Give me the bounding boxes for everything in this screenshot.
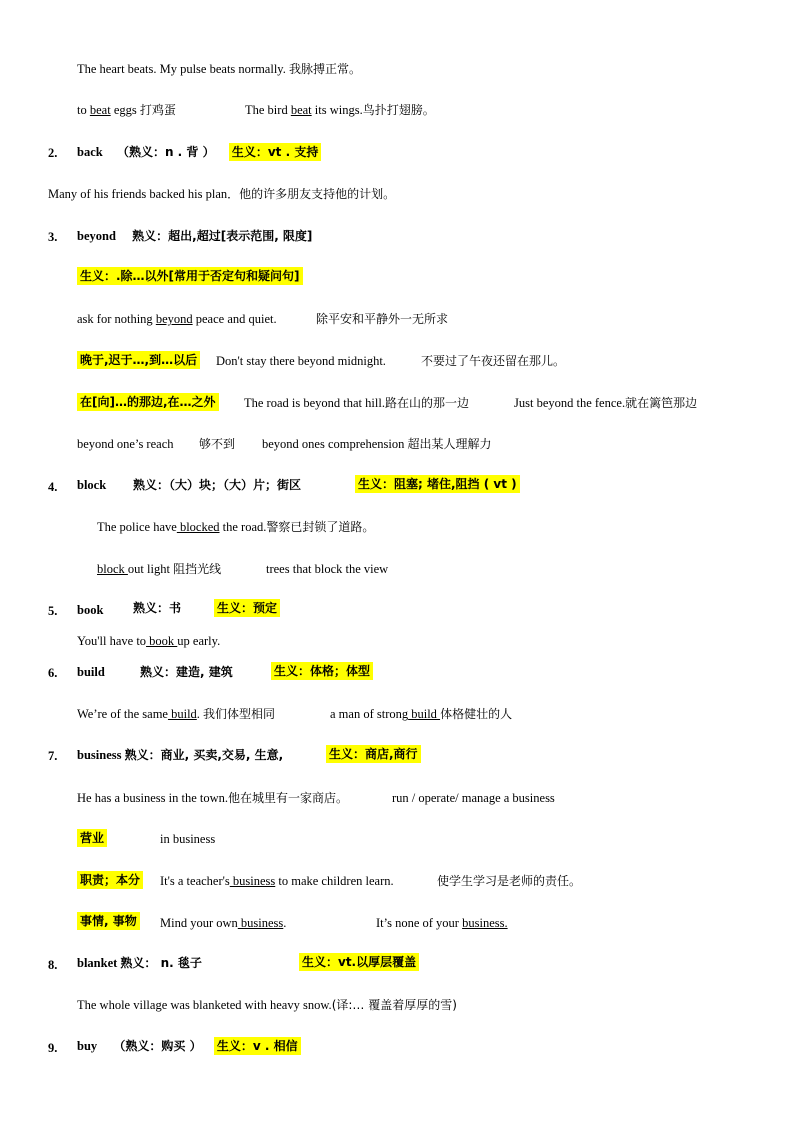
entry-number: 6.	[48, 666, 58, 680]
example-en: It’s none of your	[376, 916, 463, 930]
entry-header	[77, 143, 321, 161]
common-meaning: 熟义：书	[133, 601, 182, 615]
example-zh: 超出某人理解力	[407, 437, 492, 451]
example-zh: 我们体型相同	[203, 707, 276, 721]
example-en: Many of his friends backed his plan	[48, 187, 228, 201]
entry-number: 8.	[48, 958, 58, 972]
new-meaning-line	[326, 745, 421, 763]
new-meaning-highlight: 生义：v . 相信	[214, 1037, 301, 1055]
headword: buy	[77, 1039, 98, 1053]
underlined-word: build	[167, 707, 197, 721]
example-en: peace and quiet.	[192, 312, 277, 326]
new-meaning-line	[77, 267, 303, 285]
entry-number: 5.	[48, 604, 58, 618]
example-zh: 鸟扑打翅膀。	[362, 103, 435, 117]
new-meaning-line	[77, 393, 219, 411]
new-meaning-highlight: 在[向]…的那边,在…之外	[77, 393, 219, 411]
underlined-word: blocked	[176, 520, 220, 534]
example-line	[262, 435, 491, 453]
new-meaning-highlight: 晚于,迟于…,到…以后	[77, 351, 200, 369]
example-en: run / operate/ manage a business	[392, 791, 555, 805]
example-en: We’re of the same	[77, 707, 168, 721]
new-meaning-highlight: 生义：预定	[214, 599, 280, 617]
entry-header	[77, 954, 202, 972]
headword: book	[77, 603, 104, 617]
new-meaning-highlight: 事情, 事物	[77, 912, 140, 930]
example-line	[514, 394, 697, 412]
common-meaning: （熟义：n . 背 ）	[116, 145, 215, 159]
example-en: Just beyond the fence.	[514, 396, 626, 410]
example-line	[77, 310, 277, 328]
headword: build	[77, 665, 105, 679]
new-meaning-line	[77, 829, 107, 847]
example-line	[77, 996, 457, 1014]
common-meaning: 熟义：（大）块；（大）片；街区	[133, 478, 302, 492]
example-line	[77, 789, 348, 807]
headword: blanket	[77, 956, 118, 970]
example-en: to	[77, 103, 90, 117]
underlined-word: build	[408, 707, 441, 721]
example-en: beyond ones comprehension	[262, 437, 405, 451]
example-en: The road is beyond that hill.	[244, 396, 385, 410]
example-en: trees that block the view	[266, 562, 389, 576]
example-en: ask for nothing	[77, 312, 156, 326]
entry-number: 9.	[48, 1041, 58, 1055]
new-meaning-highlight: 生义：vt.以厚层覆盖	[299, 953, 419, 971]
common-meaning: 熟义： n. 毯子	[120, 956, 202, 970]
common-meaning: 熟义：商业, 买卖,交易, 生意,	[124, 748, 284, 762]
example-en: The bird	[245, 103, 291, 117]
new-meaning-highlight: 生义：商店,商行	[326, 745, 421, 763]
example-zh: 体格健壮的人	[440, 707, 513, 721]
underlined-word: beyond	[155, 312, 193, 326]
example-en: Mind your own	[160, 916, 238, 930]
new-meaning-highlight: 生义：阻塞; 堵住,阻挡 ( vt )	[355, 475, 520, 493]
entry-header	[77, 476, 106, 494]
example-en: He has a business in the town.	[77, 791, 229, 805]
underlined-word: beat	[290, 103, 312, 117]
example-en: the road.	[219, 520, 267, 534]
example-line	[97, 560, 221, 578]
new-meaning-highlight: 职责；本分	[77, 871, 143, 889]
example-zh: (译:… 覆盖着厚厚的雪)	[331, 998, 457, 1012]
example-en: You'll have to	[77, 634, 147, 648]
example-line	[77, 101, 176, 119]
entry-number: 3.	[48, 230, 58, 244]
example-zh: 打鸡蛋	[139, 103, 176, 117]
example-zh: 除平安和平静外一无所求	[316, 312, 449, 326]
example-en: The heart beats. My pulse beats normally.	[77, 62, 286, 76]
example-en: up early.	[177, 634, 221, 648]
entry-header	[77, 227, 312, 245]
example-en: Don't stay there beyond midnight.	[216, 354, 386, 368]
headword: back	[77, 145, 103, 159]
example-zh: 他在城里有一家商店。	[228, 791, 349, 805]
common-meaning: 熟义：超出,超过[表示范围, 限度]	[132, 229, 313, 243]
underlined-word: block	[97, 562, 128, 576]
example-line	[330, 705, 512, 723]
underlined-word: book	[146, 634, 178, 648]
entry-header	[77, 663, 105, 681]
example-line	[48, 185, 395, 203]
entry-header	[77, 1037, 301, 1055]
example-zh: 警察已封锁了道路。	[266, 520, 375, 534]
example-line	[97, 518, 374, 536]
example-zh: 路在山的那一边	[384, 396, 469, 410]
example-zh: 够不到	[199, 437, 236, 451]
example-en: its wings.	[311, 103, 363, 117]
common-meaning: （熟义：购买 ）	[113, 1039, 202, 1053]
example-line	[244, 394, 469, 412]
common-meaning: 熟义：建造, 建筑	[140, 665, 233, 679]
underlined-word: business	[229, 874, 276, 888]
example-zh: 使学生学习是老师的责任。	[437, 874, 582, 888]
example-en: in business	[160, 832, 216, 846]
underlined-word: beat	[89, 103, 111, 117]
example-en: It's a teacher's	[160, 874, 230, 888]
example-zh: 就在篱笆那边	[625, 396, 698, 410]
entry-number: 2.	[48, 146, 58, 160]
example-line	[160, 872, 394, 890]
new-meaning-highlight: 生义：体格；体型	[271, 662, 373, 680]
new-meaning-line	[77, 351, 200, 369]
entry-header	[77, 601, 103, 619]
example-line	[245, 101, 435, 119]
headword: block	[77, 478, 107, 492]
example-en: .	[283, 916, 287, 930]
new-meaning-line	[77, 912, 140, 930]
example-en: The whole village was blanketed with heavy snow.	[77, 998, 332, 1012]
new-meaning-highlight: 营业	[77, 829, 107, 847]
example-line	[376, 914, 508, 932]
example-zh: ．他的许多朋友支持他的计划。	[227, 187, 396, 201]
example-en: eggs	[110, 103, 140, 117]
new-meaning-highlight: 生义：.除…以外[常用于否定句和疑问句]	[77, 267, 303, 285]
example-en: to make children learn.	[275, 874, 394, 888]
headword: business	[77, 748, 122, 762]
example-zh: 不要过了午夜还留在那儿。	[421, 354, 566, 368]
new-meaning-line	[214, 599, 280, 617]
new-meaning-line	[77, 871, 143, 889]
example-line	[77, 632, 220, 650]
entry-header	[77, 746, 283, 764]
example-zh: 我脉搏正常。	[288, 62, 361, 76]
example-line	[77, 60, 361, 78]
example-en: beyond one’s reach	[77, 437, 174, 451]
example-zh: 阻挡光线	[173, 562, 222, 576]
example-en: out light	[127, 562, 170, 576]
new-meaning-line	[355, 475, 520, 493]
example-en: a man of strong	[330, 707, 409, 721]
entry-number: 7.	[48, 749, 58, 763]
example-en: The police have	[97, 520, 177, 534]
headword: beyond	[77, 229, 116, 243]
example-line	[160, 914, 286, 932]
new-meaning-highlight: 生义：vt . 支持	[229, 143, 321, 161]
example-en: .	[196, 707, 200, 721]
example-line	[77, 705, 275, 723]
new-meaning-line	[299, 953, 419, 971]
new-meaning-line	[271, 662, 373, 680]
entry-number: 4.	[48, 480, 58, 494]
underlined-word: business.	[462, 916, 508, 930]
underlined-word: business	[237, 916, 284, 930]
